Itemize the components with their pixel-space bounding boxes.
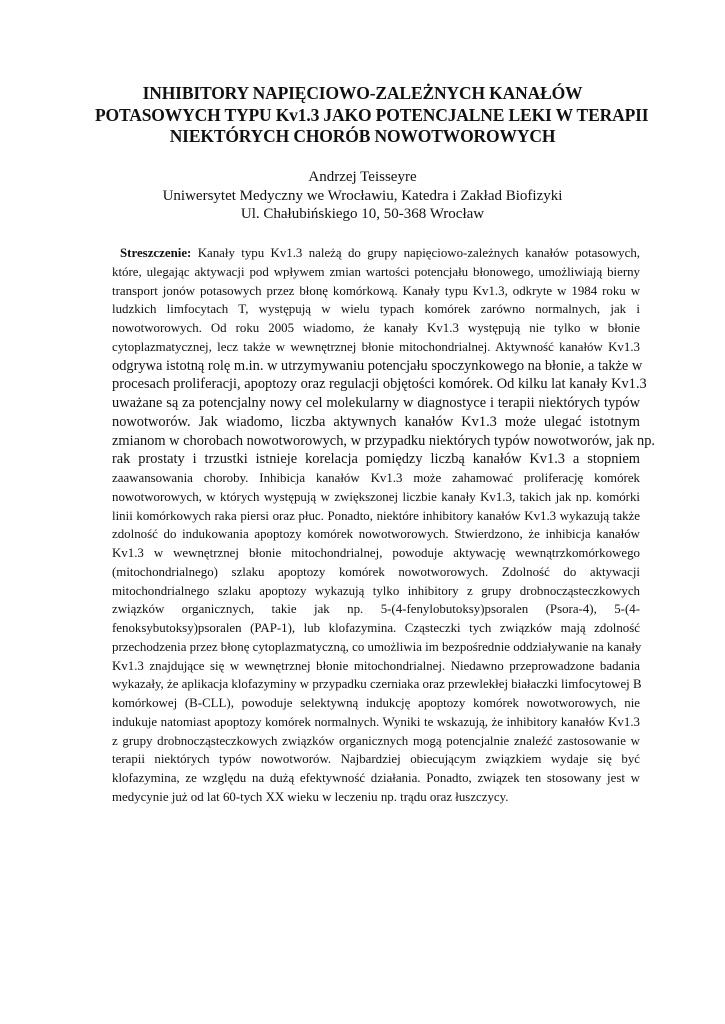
abstract-line: nowotworów. Jak wiadomo, liczba aktywnych kanałów Kv1.3 może ulegać istotnym <box>112 413 640 430</box>
title-line: POTASOWYCH TYPU Kv1.3 JAKO POTENCJALNE LEKI W TERAPII <box>95 104 649 125</box>
title-line: NIEKTÓRYCH CHORÓB NOWOTWOROWYCH <box>169 126 556 146</box>
abstract-line: cytoplazmatycznej, lecz także w wewnętrznej błonie mitochondrialnej. Aktywność kanałów Kv1.3 <box>112 339 640 354</box>
title-line: INHIBITORY NAPIĘCIOWO-ZALEŻNYCH KANAŁÓW <box>142 83 583 103</box>
abstract-line: mitochondrialnego szlaku apoptozy wykazują tylko inhibitory z grupy drobnocząsteczkowych <box>112 583 640 598</box>
abstract-line: zaawansowania choroby. Inhibicja kanałów Kv1.3 może zahamować proliferację komórek <box>112 471 640 485</box>
abstract-line: nowotworowych, w których występują w zwiększonej liczbie kanały Kv1.3, takich jak np. komórki <box>112 489 640 504</box>
affiliation: Uniwersytet Medyczny we Wrocławiu, Katedra i Zakład Biofizyki <box>162 187 563 204</box>
address: Ul. Chałubińskiego 10, 50-368 Wrocław <box>240 206 485 222</box>
abstract <box>112 244 655 807</box>
abstract-line: nowotworowych. Od roku 2005 wiadomo, że kanały Kv1.3 występują nie tylko w błonie <box>112 321 640 335</box>
abstract-line: zdolność do indukowania apoptozy komórek nowotworowych. Stwierdzono, że inhibicja kanałów <box>112 527 640 542</box>
abstract-line: medycynie już od lat 60-tych XX wieku w leczeniu np. trądu oraz łuszczycy. <box>112 789 509 804</box>
abstract-line: klofazymina, ze względu na dużą efektywność działania. Ponadto, związek ten stosowany jest w <box>112 771 640 785</box>
abstract-line <box>112 244 640 263</box>
author-block <box>95 168 630 224</box>
abstract-text: Kanały typu Kv1.3 należą do grupy napięciowo-zależnych kanałów potasowych, <box>197 246 640 260</box>
abstract-line: rak prostaty i trzustki istnieje korelacja pomiędzy liczbą kanałów Kv1.3 a stopniem <box>112 451 640 468</box>
paper-title <box>95 83 649 148</box>
abstract-line: terapii niektórych typów nowotworów. Najbardziej obiecującym związkiem wydaje się być <box>112 752 640 767</box>
abstract-line: wykazały, że aplikacja klofazyminy w przypadku czerniaka oraz przewlekłej białaczki limfocytowej B <box>112 677 642 692</box>
abstract-line: (mitochondrialnego) szlaku apoptozy komórek nowotworowych. Zdolność do aktywacji <box>112 564 640 579</box>
abstract-line: procesach proliferacji, apoptozy oraz regulacji objętości komórek. Od kilku lat kanały Kv1.3 <box>112 376 647 393</box>
abstract-line: fenoksybutoksy)psoralen (PAP-1), lub klofazymina. Cząsteczki tych związków mają zdolność <box>112 621 640 635</box>
abstract-line: z grupy drobnocząsteczkowych związków organicznych mogą potencjalnie znaleźć zastosowanie w <box>112 733 640 748</box>
abstract-line: które, ulegając aktywacji pod wpływem zmian wartości potencjału błonowego, umożliwiają bierny <box>112 264 640 279</box>
abstract-line: komórkowej (B-CLL), powoduje selektywną indukcję apoptozy komórek nowotworowych, nie <box>112 696 640 710</box>
abstract-line: związków organicznych, takie jak np. 5-(4-fenylobutoksy)psoralen (Psora-4), 5-(4- <box>112 602 640 617</box>
abstract-line: zmianom w chorobach nowotworowych, w przypadku niektórych typów nowotworów, jak np. <box>112 432 655 449</box>
abstract-line: transport jonów potasowych przez błonę komórkową. Kanały typu Kv1.3, odkryte w 1984 roku w <box>112 283 640 298</box>
abstract-line: ludzkich limfocytach T, występują w wielu typach komórek zarówno normalnych, jak i <box>112 302 640 317</box>
abstract-line: odgrywa istotną rolę m.in. w utrzymywaniu potencjału spoczynkowego na błonie, a także w <box>112 357 643 374</box>
abstract-line: uważane są za potencjalny nowy cel molekularny w diagnostyce i terapii niektórych typów <box>112 395 640 411</box>
abstract-line: przechodzenia przez błonę cytoplazmatyczną, co umożliwia im bezpośrednie oddziaływanie na kanały <box>112 639 642 654</box>
abstract-line: Kv1.3 znajdujące się w wewnętrznej błonie mitochondrialnej. Niedawno przeprowadzone badania <box>112 658 640 673</box>
abstract-line: linii komórkowych raka piersi oraz płuc. Ponadto, niektóre inhibitory kanałów Kv1.3 wykazują także <box>112 508 640 523</box>
abstract-line: indukuje natomiast apoptozy komórek normalnych. Wyniki te wskazują, że inhibitory kanałów Kv1.3 <box>112 714 640 729</box>
author-name: Andrzej Teisseyre <box>308 169 417 185</box>
abstract-label: Streszczenie: <box>120 246 192 260</box>
abstract-line: Kv1.3 w wewnętrznej błonie mitochondrialnej, powoduje aktywację wewnątrzkomórkowego <box>112 546 640 560</box>
